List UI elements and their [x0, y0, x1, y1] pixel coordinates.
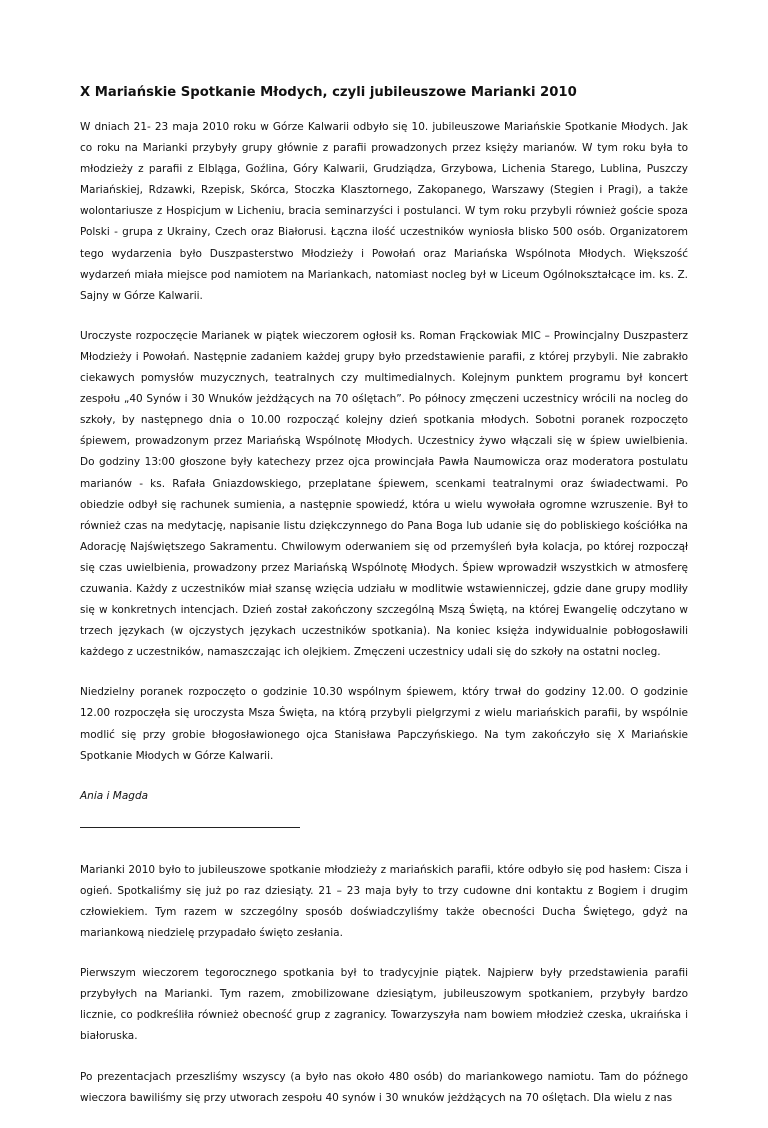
section-divider: [80, 827, 300, 828]
paragraph: Pierwszym wieczorem tegorocznego spotkania był to tradycyjnie piątek. Najpierw były przedstawienia parafii przybyłych na Marianki. Tym razem, zmobilizowane dziesiątym, jubileuszowym spotkaniem, przybyły bardzo licznie, co podkreśliła również obecność grup z zagranicy. Towarzyszyła nam bowiem młodzież czeska, ukraińska i białoruska.: [80, 967, 688, 1043]
paragraph: Uroczyste rozpoczęcie Marianek w piątek wieczorem ogłosił ks. Roman Frąckowiak MIC – Prowincjalny Duszpasterz Młodzieży i Powołań. Następnie zadaniem każdej grupy było przedstawienie parafii, z której przybyli. Nie zabrakło ciekawych pomysłów muzycznych, teatralnych czy multimedialnych. Kolejnym punktem programu był koncert zespołu „40 Synów i 30 Wnuków jeżdżących na 70 oślętach”. Po północy zmęczeni uczestnicy wrócili na nocleg do szkoły, by następnego dnia o 10.00 rozpocząć kolejny dzień spotkania młodych. Sobotni poranek rozpoczęto śpiewem, prowadzonym przez Mariańską Wspólnotę Młodych. Uczestnicy żywo włączali się w śpiew uwielbienia. Do godziny 13:00 głoszone były katechezy przez ojca prowincjała Pawła Naumowicza oraz moderatora postulatu marianów - ks. Rafała Gniazdowskiego, przeplatane śpiewem, scenkami teatralnymi oraz świadectwami. Po obiedzie odbył się rachunek sumienia, a następnie spowiedź, która u wielu wywołała ogromne wzruszenie. Był to również czas na medytację, napisanie listu dziękczynnego do Pana Boga lub udanie się do pobliskiego kościółka na Adorację Najświętszego Sakramentu. Chwilowym oderwaniem się od przemyśleń była kolacja, po której rozpoczął się czas uwielbienia, prowadzony przez Mariańską Wspólnotę Młodych. Śpiew wprowadził wszystkich w atmosferę czuwania. Każdy z uczestników miał szansę wzięcia udziału w modlitwie wstawienniczej, gdzie dane grupy modliły się w konkretnych intencjach. Dzień został zakończony szczególną Mszą Świętą, na której Ewangelię odczytano w trzech językach (w ojczystych językach uczestników spotkania). Na koniec księża indywidualnie pobłogosławili każdego z uczestników, namaszczając ich olejkiem. Zmęczeni uczestnicy udali się do szkoły na ostatni nocleg.: [80, 329, 688, 659]
paragraph: Niedzielny poranek rozpoczęto o godzinie 10.30 wspólnym śpiewem, który trwał do godziny 12.00. O godzinie 12.00 rozpoczęła się uroczysta Msza Święta, na którą przybyli pielgrzymi z wielu mariańskich parafii, by wspólnie modlić się przy grobie błogosławionego ojca Stanisława Papczyńskiego. Na tym zakończyło się X Mariańskie Spotkanie Młodych w Górze Kalwarii.: [80, 686, 688, 762]
paragraph: Marianki 2010 było to jubileuszowe spotkanie młodzieży z mariańskich parafii, które odbyło się pod hasłem: Cisza i ogień. Spotkaliśmy się już po raz dziesiąty. 21 – 23 maja były to trzy cudowne dni kontaktu z Bogiem i drugim człowiekiem. Tym razem w szczególny sposób doświadczyliśmy także obecności Ducha Świętego, gdyż na mariankową niedzielę przypadało święto zesłania.: [80, 863, 688, 940]
author-signature: Ania i Magda: [80, 789, 149, 802]
paragraph: Po prezentacjach przeszliśmy wszyscy (a było nas około 480 osób) do mariankowego namiotu. Tam do późnego wieczora bawiliśmy się przy utworach zespołu 40 synów i 30 wnuków jeżdżących na 70 oślętach. Dla wielu z nas: [80, 1070, 688, 1104]
paragraph: W dniach 21- 23 maja 2010 roku w Górze Kalwarii odbyło się 10. jubileuszowe Mariańskie Spotkanie Młodych. Jak co roku na Marianki przybyły grupy głównie z parafii prowadzonych przez księży marianów. W tym roku była to młodzieży z parafii z Elbląga, Goźlina, Góry Kalwarii, Grudziądza, Grzybowa, Lichenia Starego, Lublina, Puszczy Mariańskiej, Rdzawki, Rzepisk, Skórca, Stoczka Klasztornego, Zakopanego, Warszawy (Stegien i Pragi), a także wolontariusze z Hospicjum w Licheniu, bracia seminarzyści i postulanci. W tym roku przybyli również goście spoza Polski - grupa z Ukrainy, Czech oraz Białorusi. Łączna ilość uczestników wyniosła blisko 500 osób. Organizatorem tego wydarzenia było Duszpasterstwo Młodzieży i Powołań oraz Mariańska Wspólnota Młodych. Większość wydarzeń miała miejsce pod namiotem na Mariankach, natomiast nocleg był w Liceum Ogólnokształcące im. ks. Z. Sajny w Górze Kalwarii.: [80, 121, 688, 302]
document-title: X Mariańskie Spotkanie Młodych, czyli jubileuszowe Marianki 2010: [80, 85, 577, 100]
document-page: [80, 84, 688, 1128]
